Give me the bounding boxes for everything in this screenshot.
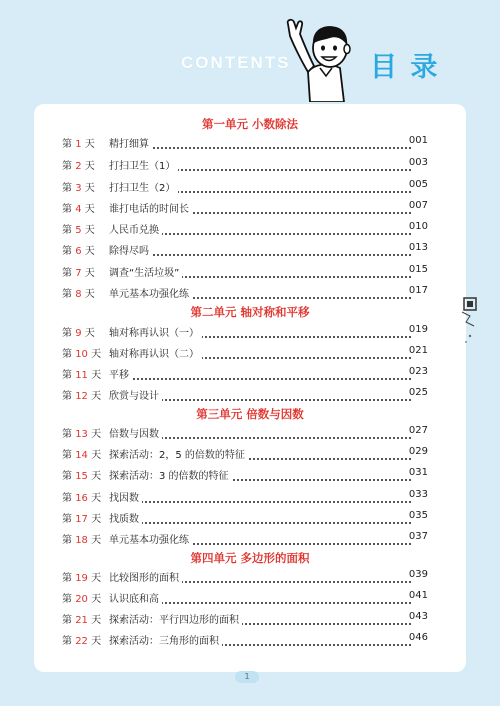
- entry-title: 打扫卫生（1）: [109, 157, 178, 172]
- page-number: 1: [235, 671, 259, 683]
- entry-page: 019: [406, 324, 428, 335]
- day-label: 第 2 天: [62, 161, 95, 172]
- day-label: 第 15 天: [62, 471, 102, 482]
- day-label: 第 21 天: [62, 615, 102, 626]
- page-title: 目 录: [370, 52, 440, 83]
- toc-row: [34, 345, 466, 361]
- entry-title: 轴对称再认识（一）: [109, 324, 202, 339]
- day-label: 第 9 天: [62, 328, 95, 339]
- entry-page: 001: [406, 135, 428, 146]
- entry-page: 021: [406, 345, 428, 356]
- day-label: 第 19 天: [62, 573, 102, 584]
- toc-row: [34, 264, 466, 280]
- entry-page: 017: [406, 285, 428, 296]
- toc-row: [34, 611, 466, 627]
- day-label: 第 6 天: [62, 246, 95, 257]
- entry-page: 029: [406, 446, 428, 457]
- day-number: 20: [75, 594, 88, 605]
- entry-title: 探索活动：2，5 的倍数的特征: [109, 446, 248, 461]
- day-number: 10: [75, 349, 88, 360]
- entry-title: 除得尽吗: [109, 242, 152, 257]
- toc-row: [34, 366, 466, 382]
- toc-row: [34, 467, 466, 483]
- toc-row: [34, 200, 466, 216]
- day-number: 16: [75, 493, 88, 504]
- toc-row: [34, 590, 466, 606]
- page-header: [0, 0, 500, 105]
- day-label: 第 10 天: [62, 349, 102, 360]
- entry-title: 找质数: [109, 510, 142, 525]
- leader-dots: [109, 489, 411, 503]
- leader-dots: [109, 135, 411, 149]
- day-label: 第 8 天: [62, 289, 95, 300]
- leader-dots: [109, 242, 411, 256]
- day-label: 第 20 天: [62, 594, 102, 605]
- day-number: 12: [75, 391, 88, 402]
- day-number: 14: [75, 450, 88, 461]
- contents-card: [34, 104, 466, 672]
- day-number: 2: [75, 161, 82, 172]
- entry-title: 人民币兑换: [109, 221, 162, 236]
- entry-page: 037: [406, 531, 428, 542]
- entry-title: 打扫卫生（2）: [109, 179, 178, 194]
- leader-dots: [109, 366, 411, 380]
- day-label: 第 22 天: [62, 636, 102, 647]
- entry-page: 007: [406, 200, 428, 211]
- toc-row: [34, 489, 466, 505]
- toc-row: [34, 179, 466, 195]
- day-number: 4: [75, 204, 82, 215]
- toc-row: [34, 221, 466, 237]
- entry-page: 035: [406, 510, 428, 521]
- day-number: 1: [75, 139, 82, 150]
- section-title: 第一单元 小数除法: [201, 117, 298, 131]
- day-label: 第 18 天: [62, 535, 102, 546]
- day-number: 18: [75, 535, 88, 546]
- day-number: 17: [75, 514, 88, 525]
- day-label: 第 11 天: [62, 370, 102, 381]
- toc-row: [34, 425, 466, 441]
- toc-row: [34, 632, 466, 648]
- day-number: 7: [75, 268, 82, 279]
- leader-dots: [109, 510, 411, 524]
- day-number: 9: [75, 328, 82, 339]
- section-title: 第二单元 轴对称和平移: [190, 305, 310, 319]
- boy-illustration: [284, 18, 370, 102]
- entry-title: 认识底和高: [109, 590, 162, 605]
- section-title: 第四单元 多边形的面积: [190, 551, 310, 565]
- entry-title: 谁打电话的时间长: [109, 200, 192, 215]
- day-number: 13: [75, 429, 88, 440]
- entry-title: 单元基本功强化练: [109, 531, 192, 546]
- qr-stamp-mark: [440, 292, 480, 362]
- entry-title: 找因数: [109, 489, 142, 504]
- toc-row: [34, 135, 466, 151]
- day-label: 第 16 天: [62, 493, 102, 504]
- entry-title: 平移: [109, 366, 132, 381]
- toc-row: [34, 285, 466, 301]
- toc-row: [34, 446, 466, 462]
- day-label: 第 14 天: [62, 450, 102, 461]
- entry-page: 041: [406, 590, 428, 601]
- day-number: 22: [75, 636, 88, 647]
- entry-page: 039: [406, 569, 428, 580]
- entry-page: 031: [406, 467, 428, 478]
- entry-title: 探索活动：平行四边形的面积: [109, 611, 242, 626]
- day-label: 第 12 天: [62, 391, 102, 402]
- entry-title: 欣赏与设计: [109, 387, 162, 402]
- day-label: 第 13 天: [62, 429, 102, 440]
- entry-page: 015: [406, 264, 428, 275]
- day-number: 19: [75, 573, 88, 584]
- entry-page: 005: [406, 179, 428, 190]
- entry-title: 探索活动：3 的倍数的特征: [109, 467, 232, 482]
- entry-page: 025: [406, 387, 428, 398]
- day-label: 第 5 天: [62, 225, 95, 236]
- toc-row: [34, 157, 466, 173]
- entry-title: 精打细算: [109, 135, 152, 150]
- entry-page: 010: [406, 221, 428, 232]
- day-number: 11: [75, 370, 88, 381]
- entry-page: 027: [406, 425, 428, 436]
- toc-row: [34, 242, 466, 258]
- toc-row: [34, 324, 466, 340]
- day-number: 15: [75, 471, 88, 482]
- day-label: 第 17 天: [62, 514, 102, 525]
- entry-title: 轴对称再认识（二）: [109, 345, 202, 360]
- toc-row: [34, 531, 466, 547]
- entry-title: 探索活动：三角形的面积: [109, 632, 222, 647]
- day-number: 8: [75, 289, 82, 300]
- entry-page: 033: [406, 489, 428, 500]
- entry-page: 043: [406, 611, 428, 622]
- entry-title: 单元基本功强化练: [109, 285, 192, 300]
- toc-row: [34, 387, 466, 403]
- day-label: 第 3 天: [62, 183, 95, 194]
- section-title: 第三单元 倍数与因数: [196, 407, 304, 421]
- entry-title: 调查“生活垃圾”: [109, 264, 182, 279]
- toc-row: [34, 510, 466, 526]
- day-label: 第 7 天: [62, 268, 95, 279]
- entry-page: 013: [406, 242, 428, 253]
- entry-title: 倍数与因数: [109, 425, 162, 440]
- day-number: 5: [75, 225, 82, 236]
- day-number: 6: [75, 246, 82, 257]
- entry-title: 比较图形的面积: [109, 569, 182, 584]
- entry-page: 023: [406, 366, 428, 377]
- entry-page: 046: [406, 632, 428, 643]
- entry-page: 003: [406, 157, 428, 168]
- day-number: 3: [75, 183, 82, 194]
- contents-word: CONTENTS: [181, 53, 291, 72]
- day-label: 第 1 天: [62, 139, 95, 150]
- day-label: 第 4 天: [62, 204, 95, 215]
- day-number: 21: [75, 615, 88, 626]
- toc-row: [34, 569, 466, 585]
